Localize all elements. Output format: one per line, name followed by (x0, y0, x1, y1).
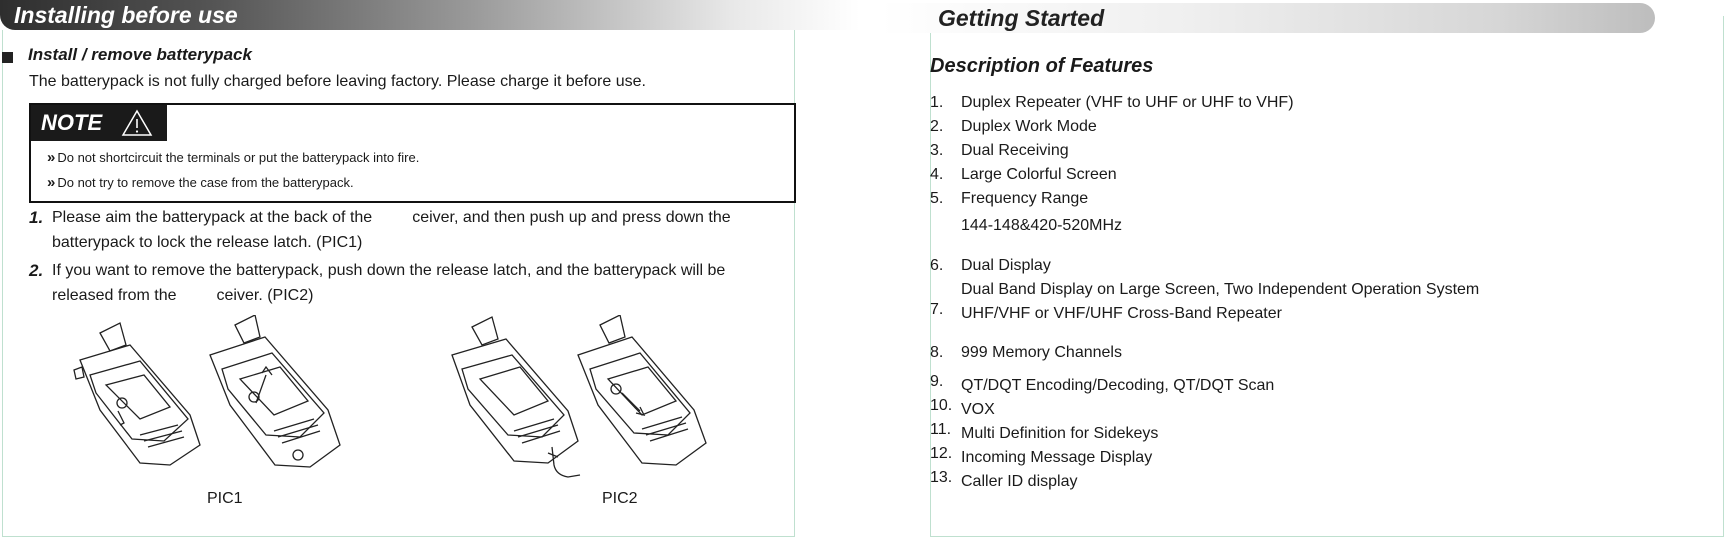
step-number: 2. (29, 261, 44, 280)
step-text: released from the ceiver. (PIC2) (52, 287, 314, 304)
step-number: 1. (29, 208, 44, 227)
step-text: Please aim the batterypack at the back of the ceiver, and then push up and press down the (52, 209, 731, 226)
step-text: If you want to remove the batterypack, push down the release latch, and the batterypack will be (52, 262, 726, 279)
step-text: batterypack to lock the release latch. (PIC1) (52, 234, 363, 251)
note-box (29, 103, 796, 203)
pic1-label: PIC1 (207, 490, 243, 507)
pic2-label: PIC2 (602, 490, 638, 507)
chevron-right-icon: » (47, 149, 56, 166)
feature-subtext: 144-148&420-520MHz (961, 217, 1122, 234)
note-line: » Do not shortcircuit the terminals or put the batterypack into fire. (47, 149, 420, 166)
note-label: NOTE (41, 110, 103, 135)
note-line: » Do not try to remove the case from the batterypack. (47, 174, 354, 191)
right-page-banner: Getting Started (880, 3, 1655, 33)
note-tab (31, 105, 167, 141)
chevron-right-icon: » (47, 174, 56, 191)
section-bullet-icon (2, 52, 13, 63)
left-page-banner: Installing before use (0, 0, 860, 30)
warning-icon (121, 109, 153, 137)
features-title: Description of Features (930, 55, 1154, 77)
pic1-illustration (60, 315, 360, 475)
feature-subtext: Dual Band Display on Large Screen, Two Independent Operation System (961, 281, 1480, 298)
intro-text: The batterypack is not fully charged before leaving factory. Please charge it before use. (29, 73, 646, 90)
section-title: Install / remove batterypack (28, 45, 252, 64)
pic2-illustration (450, 315, 750, 480)
